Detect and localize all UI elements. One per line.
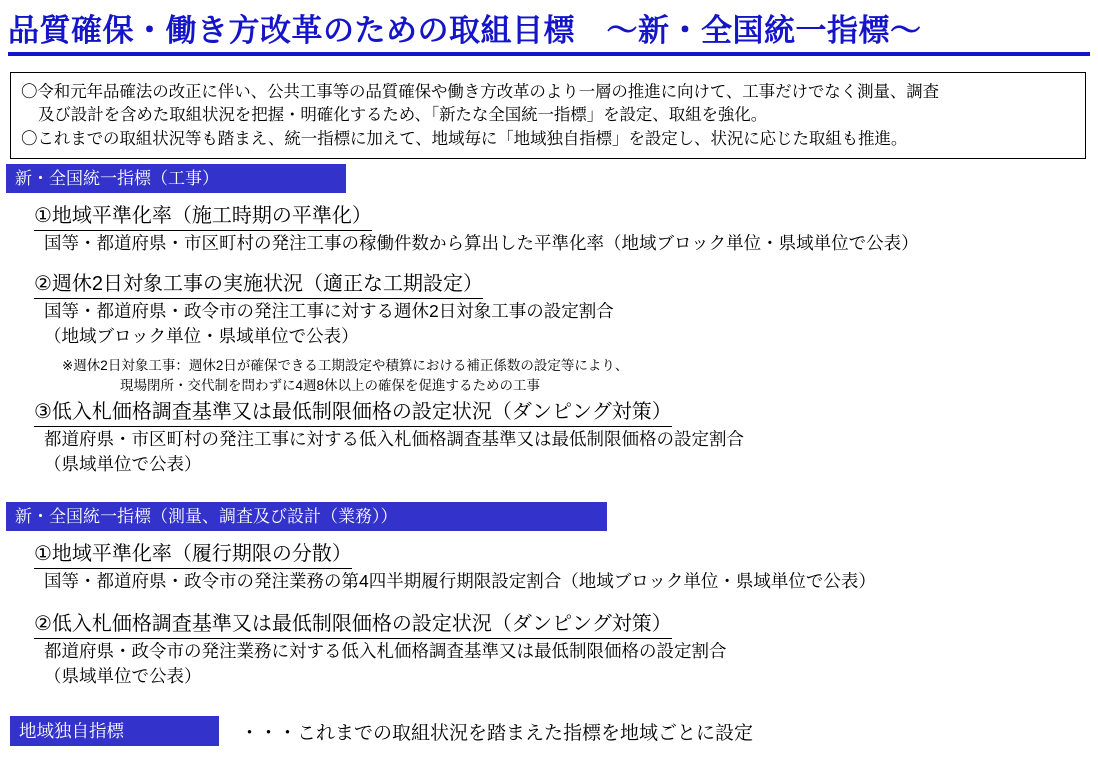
- item-construction-2-note-2: 現場閉所・交代制を問わずに4週8休以上の確保を促進するための工事: [120, 378, 541, 393]
- item-survey-1-title: ①地域平準化率（履行期限の分散）: [34, 542, 352, 569]
- section-header-local: 地域独自指標: [10, 716, 219, 746]
- section-header-construction: 新・全国統一指標（工事）: [6, 164, 346, 193]
- summary-line-1: 〇令和元年品確法の改正に伴い、公共工事等の品質確保や働き方改革のより一層の推進に向けて、工事だけでなく測量、調査: [21, 83, 940, 101]
- local-indicator-note: ・・・これまでの取組状況を踏まえた指標を地域ごとに設定: [240, 723, 754, 744]
- item-construction-1-title: ①地域平準化率（施工時期の平準化）: [34, 204, 372, 231]
- summary-line-2: 及び設計を含めた取組状況を把握・明確化するため、「新たな全国統一指標」を設定、取組を強化。: [38, 106, 768, 125]
- summary-line-3: 〇これまでの取組状況等も踏まえ、統一指標に加えて、地域毎に「地域独自指標」を設定し、状況に応じた取組も推進。: [21, 129, 908, 148]
- title-divider: [8, 52, 1090, 56]
- item-survey-2-title: ②低入札価格調査基準又は最低制限価格の設定状況（ダンピング対策）: [34, 612, 672, 639]
- item-construction-3-body-1: 都道府県・市区町村の発注工事に対する低入札価格調査基準又は最低制限価格の設定割合: [44, 429, 744, 449]
- item-survey-2-body-1: 都道府県・政令市の発注業務に対する低入札価格調査基準又は最低制限価格の設定割合: [44, 641, 727, 661]
- item-construction-1: [0, 204, 1090, 256]
- item-survey-2-body-2: （県域単位で公表）: [44, 666, 202, 687]
- item-construction-2-note-1: ※週休2日対象工事：週休2日が確保できる工期設定や積算における補正係数の設定等により、: [62, 357, 629, 373]
- section-header-survey: 新・全国統一指標（測量、調査及び設計（業務））: [6, 502, 607, 531]
- item-construction-3: [0, 400, 1090, 478]
- item-survey-1-body: 国等・都道府県・政令市の発注業務の第4四半期履行期限設定割合（地域ブロック単位・県域単位で公表）: [44, 571, 876, 591]
- item-construction-2-body-2: （地域ブロック単位・県域単位で公表）: [44, 326, 359, 347]
- item-construction-1-body: 国等・都道府県・市区町村の発注工事の稼働件数から算出した平準化率（地域ブロック単位・県域単位で公表）: [44, 233, 919, 253]
- page-title: 品質確保・働き方改革のための取組目標 ～新・全国統一指標～: [8, 13, 922, 48]
- item-construction-2-body-1: 国等・都道府県・政令市の発注工事に対する週休2日対象工事の設定割合: [44, 301, 614, 321]
- item-survey-1: [0, 542, 1090, 594]
- item-construction-3-title: ③低入札価格調査基準又は最低制限価格の設定状況（ダンピング対策）: [34, 400, 672, 427]
- page-title-area: [8, 14, 1090, 56]
- item-construction-2-title: ②週休2日対象工事の実施状況（適正な工期設定）: [34, 272, 483, 299]
- item-construction-3-body-2: （県域単位で公表）: [44, 454, 202, 475]
- item-survey-2: [0, 612, 1090, 690]
- item-construction-2: [0, 272, 1090, 396]
- summary-box: [10, 72, 1086, 159]
